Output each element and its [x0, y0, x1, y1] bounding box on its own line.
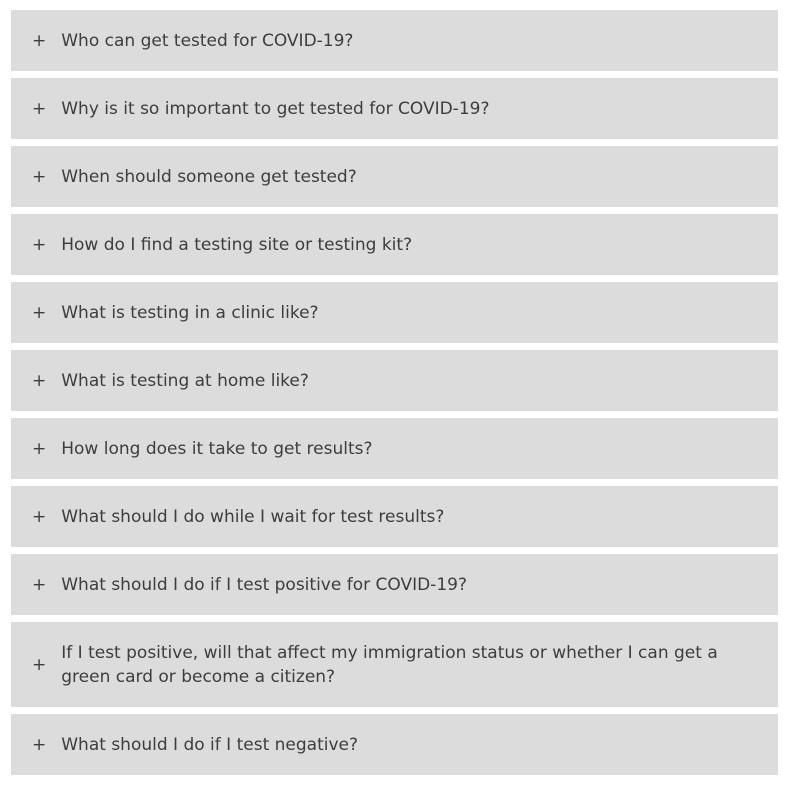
plus-icon: + — [32, 574, 47, 595]
faq-question-text: What should I do while I wait for test results? — [61, 506, 445, 527]
faq-item[interactable] — [11, 10, 778, 71]
plus-icon: + — [32, 302, 47, 323]
plus-icon: + — [32, 734, 47, 755]
faq-item[interactable] — [11, 486, 778, 547]
faq-question-text: What should I do if I test positive for COVID-19? — [61, 574, 467, 595]
plus-icon: + — [32, 166, 47, 187]
faq-question-text: When should someone get tested? — [61, 166, 357, 187]
faq-item[interactable] — [11, 214, 778, 275]
faq-item[interactable] — [11, 350, 778, 411]
plus-icon: + — [32, 98, 47, 119]
faq-question-text: What is testing at home like? — [61, 370, 309, 391]
plus-icon: + — [32, 506, 47, 527]
faq-question-text: If I test positive, will that affect my immigration status or whether I can get a green card or become a citizen? — [61, 642, 718, 687]
faq-question-text: How do I find a testing site or testing kit? — [61, 234, 413, 255]
faq-accordion — [11, 10, 778, 775]
faq-question-text: What is testing in a clinic like? — [61, 302, 319, 323]
faq-item[interactable] — [11, 554, 778, 615]
faq-item[interactable] — [11, 78, 778, 139]
plus-icon: + — [32, 234, 47, 255]
faq-item[interactable] — [11, 282, 778, 343]
faq-question-text: Who can get tested for COVID-19? — [61, 30, 354, 51]
faq-item[interactable] — [11, 418, 778, 479]
plus-icon: + — [32, 654, 47, 675]
faq-item[interactable] — [11, 714, 778, 775]
faq-question-text: What should I do if I test negative? — [61, 734, 359, 755]
faq-question-text: Why is it so important to get tested for COVID-19? — [61, 98, 490, 119]
faq-item[interactable] — [11, 146, 778, 207]
plus-icon: + — [32, 30, 47, 51]
plus-icon: + — [32, 438, 47, 459]
faq-question-text: How long does it take to get results? — [61, 438, 373, 459]
faq-item[interactable] — [11, 622, 778, 707]
plus-icon: + — [32, 370, 47, 391]
